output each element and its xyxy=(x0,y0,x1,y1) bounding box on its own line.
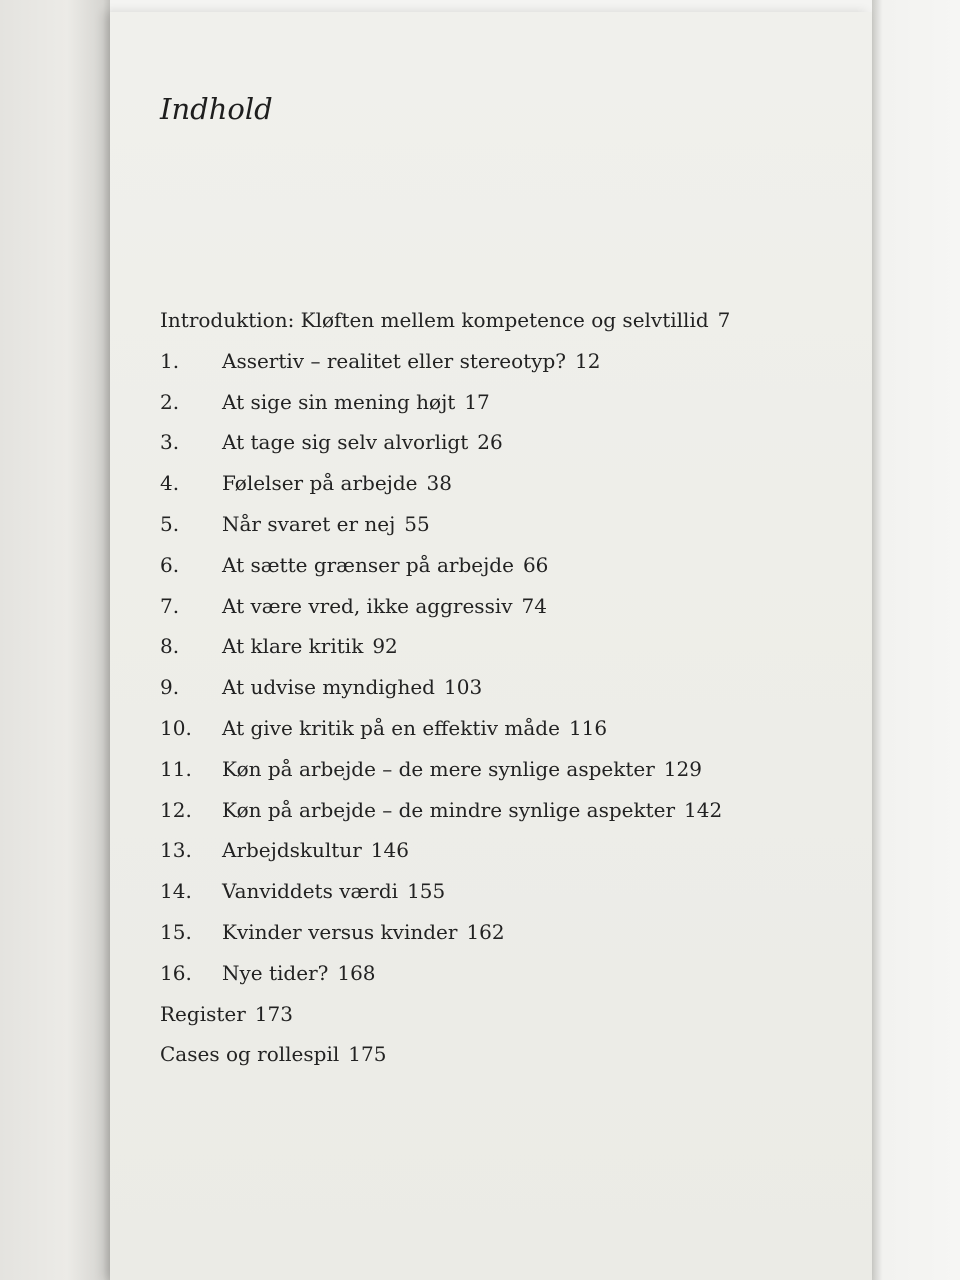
chapter-number: 11. xyxy=(160,756,192,781)
toc-entry xyxy=(160,871,860,912)
chapter-title: At sætte grænser på arbejde xyxy=(222,552,514,577)
chapter-title: Køn på arbejde – de mere synlige aspekter xyxy=(222,756,655,781)
chapter-page: 168 xyxy=(337,960,376,985)
chapter-title: At give kritik på en effektiv måde xyxy=(222,715,560,740)
chapter-number: 8. xyxy=(160,634,180,659)
chapter-page: 92 xyxy=(372,634,398,659)
toc-entry-title: Introduktion: Kløften mellem kompetence og selvtillid xyxy=(160,308,709,332)
toc-entry-page: 175 xyxy=(348,1042,387,1067)
chapter-number: 9. xyxy=(160,675,180,700)
toc-entry xyxy=(160,708,860,749)
toc-entry xyxy=(160,586,860,627)
chapter-number: 1. xyxy=(160,348,180,373)
chapter-number: 4. xyxy=(160,471,180,496)
chapter-title: Kvinder versus kvinder xyxy=(222,919,458,944)
toc-entry-page: 173 xyxy=(254,1001,293,1026)
toc-entry xyxy=(160,504,860,545)
chapter-title: At sige sin mening højt xyxy=(222,389,456,414)
chapter-number: 16. xyxy=(160,960,192,985)
chapter-title: Vanviddets værdi xyxy=(222,879,399,904)
chapter-page: 66 xyxy=(522,552,549,577)
chapter-page: 12 xyxy=(575,348,601,373)
toc-entry xyxy=(160,382,860,423)
chapter-number: 5. xyxy=(160,511,180,536)
toc-entry xyxy=(160,790,860,831)
chapter-title: Assertiv – realitet eller stereotyp? xyxy=(222,348,567,373)
toc-entry xyxy=(160,749,860,790)
chapter-page: 116 xyxy=(568,715,608,740)
table-surface xyxy=(872,0,960,1280)
toc-entry-intro xyxy=(160,300,860,341)
chapter-number: 2. xyxy=(160,389,180,414)
chapter-number: 6. xyxy=(160,552,180,577)
chapter-number: 14. xyxy=(160,879,192,904)
toc-entry xyxy=(160,912,860,953)
chapter-title: Arbejdskultur xyxy=(222,838,362,863)
facing-page-edge xyxy=(0,0,112,1280)
toc-entry xyxy=(160,545,860,586)
toc-entry xyxy=(160,463,860,504)
toc-entry-cases xyxy=(160,1034,860,1075)
chapter-title: Køn på arbejde – de mindre synlige aspekter xyxy=(222,797,676,822)
toc-entry xyxy=(160,830,860,871)
chapter-title: Når svaret er nej xyxy=(222,511,396,536)
chapter-title: Nye tider? xyxy=(222,960,329,985)
chapter-title: At udvise myndighed xyxy=(222,675,435,700)
chapter-page: 17 xyxy=(464,389,490,414)
table-of-contents xyxy=(160,300,860,1075)
chapter-page: 146 xyxy=(370,838,409,863)
toc-entry-title: Cases og rollespil xyxy=(160,1042,340,1067)
chapter-number: 15. xyxy=(160,919,192,944)
toc-entry-page: 7 xyxy=(717,308,731,332)
chapter-page: 55 xyxy=(404,511,430,536)
chapter-page: 38 xyxy=(426,471,452,496)
chapter-page: 26 xyxy=(477,430,503,455)
chapter-number: 3. xyxy=(160,430,180,455)
chapter-page: 142 xyxy=(684,797,723,822)
chapter-page: 155 xyxy=(407,879,446,904)
chapter-page: 162 xyxy=(466,919,505,944)
book-page xyxy=(110,12,872,1280)
toc-entry xyxy=(160,667,860,708)
chapter-title: At klare kritik xyxy=(222,634,364,659)
chapter-number: 12. xyxy=(160,797,192,822)
chapter-number: 13. xyxy=(160,838,192,863)
toc-entry xyxy=(160,626,860,667)
toc-entry xyxy=(160,422,860,463)
facing-page-ghost-print xyxy=(0,140,110,540)
toc-entry-register xyxy=(160,994,860,1035)
toc-entry xyxy=(160,341,860,382)
chapter-page: 129 xyxy=(663,756,702,781)
chapter-number: 7. xyxy=(160,593,180,618)
chapter-title: At tage sig selv alvorligt xyxy=(222,430,469,455)
toc-entry xyxy=(160,953,860,994)
chapter-page: 74 xyxy=(521,593,547,618)
chapter-page: 103 xyxy=(444,675,483,700)
chapter-title: At være vred, ikke aggressiv xyxy=(222,593,513,618)
chapter-number: 10. xyxy=(160,715,192,740)
page-title: Indhold xyxy=(160,92,273,126)
toc-entry-title: Register xyxy=(160,1001,246,1026)
chapter-title: Følelser på arbejde xyxy=(222,471,418,496)
